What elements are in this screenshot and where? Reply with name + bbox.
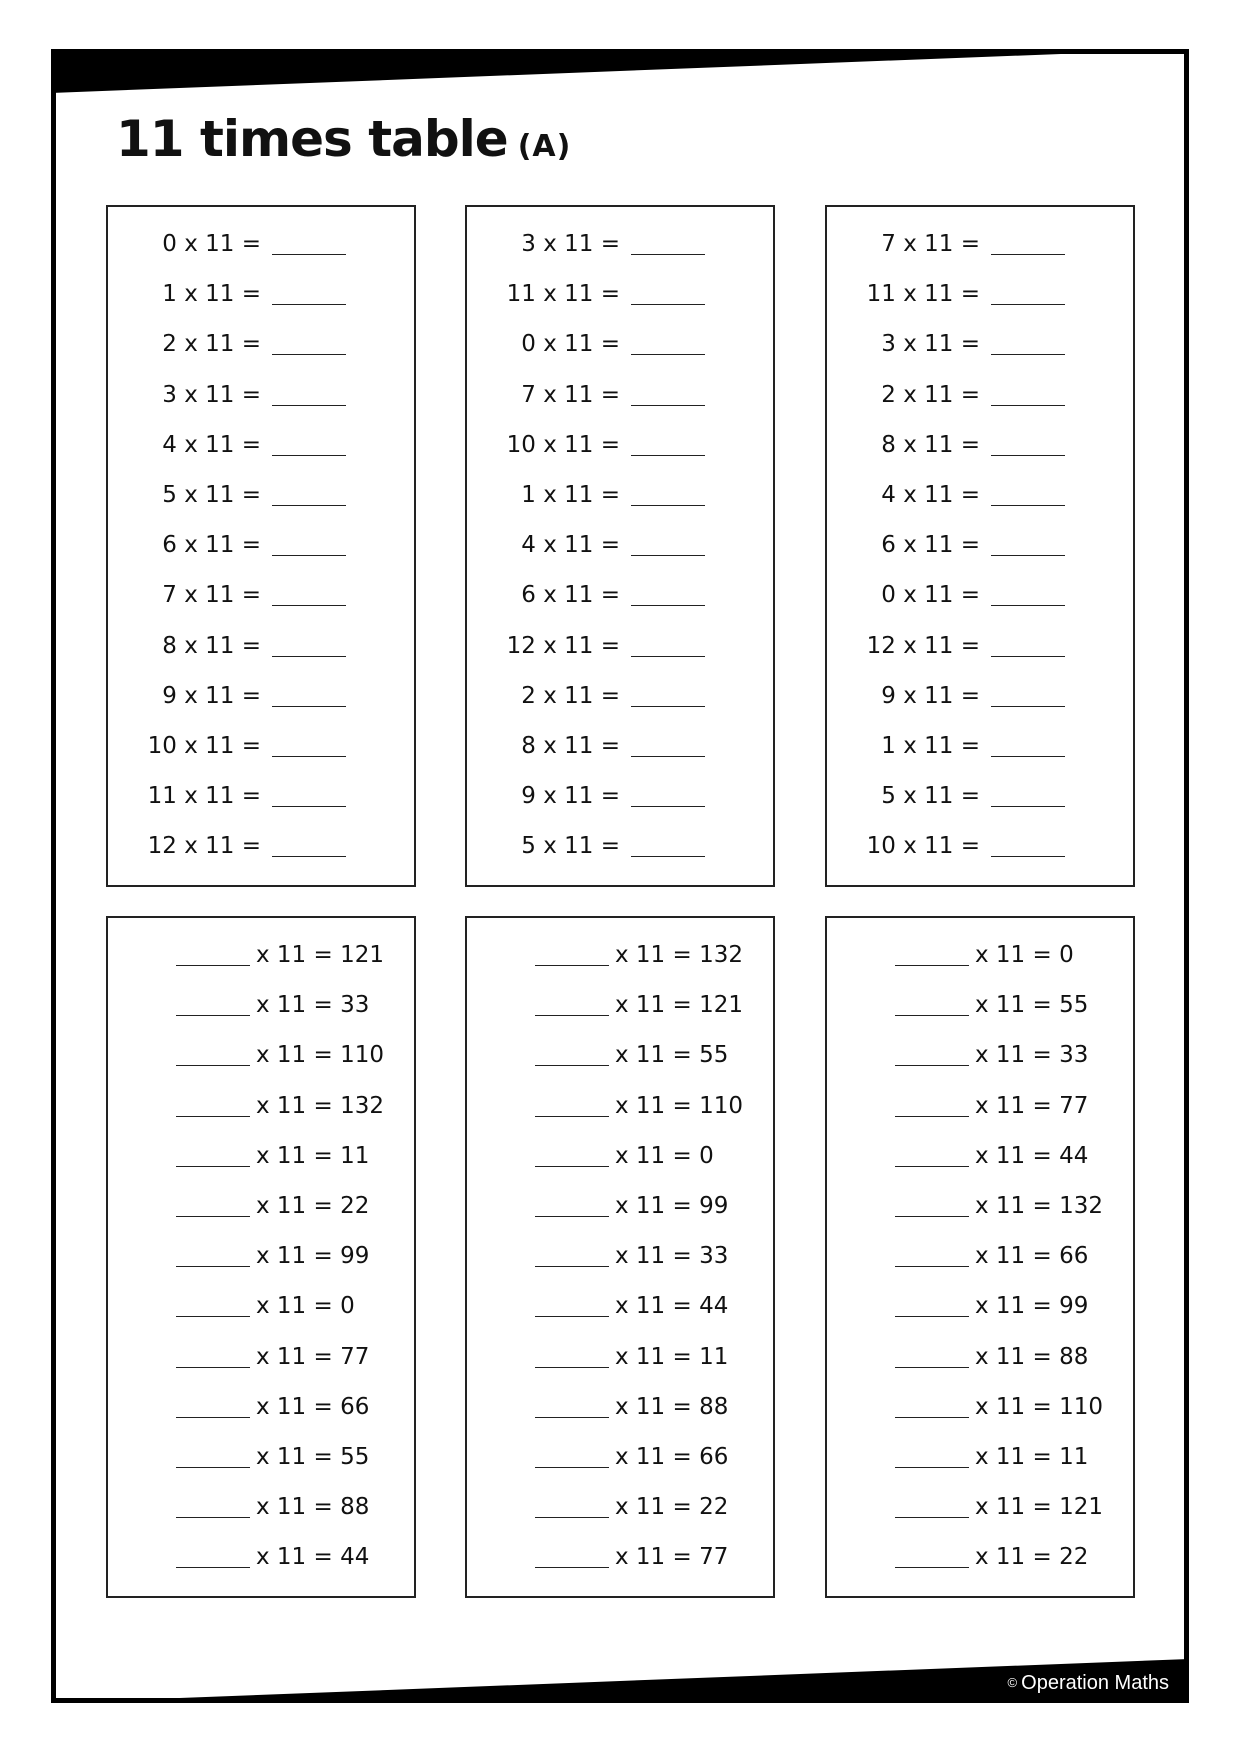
question-row: [467, 324, 773, 364]
question-row: [108, 324, 414, 364]
question-row: [467, 224, 773, 264]
answer-blank[interactable]: [535, 1517, 609, 1518]
question-text: x 11 = 121: [256, 942, 384, 968]
question-row: [467, 726, 773, 766]
question-text: 11 x 11 =: [506, 281, 620, 308]
question-row: [467, 1086, 773, 1126]
question-row: [827, 375, 1133, 415]
question-row: [467, 274, 773, 314]
answer-blank[interactable]: [991, 605, 1065, 606]
question-row: [108, 475, 414, 515]
answer-blank[interactable]: [176, 1266, 250, 1267]
answer-blank[interactable]: [535, 1417, 609, 1418]
question-text: x 11 = 110: [256, 1042, 384, 1069]
answer-blank[interactable]: [895, 1417, 969, 1418]
question-row: [108, 626, 414, 666]
question-row: [467, 525, 773, 565]
answer-blank[interactable]: [895, 1467, 969, 1468]
answer-blank[interactable]: [176, 1417, 250, 1418]
answer-blank[interactable]: [991, 706, 1065, 707]
answer-blank[interactable]: [991, 856, 1065, 857]
multiplication-box: [106, 205, 416, 887]
answer-blank[interactable]: [895, 1015, 969, 1016]
answer-blank[interactable]: [895, 1517, 969, 1518]
question-row: [827, 935, 1133, 975]
question-text: 1 x 11 =: [521, 482, 620, 508]
answer-blank[interactable]: [631, 555, 705, 556]
missing-factor-box: [825, 916, 1135, 1598]
answer-blank[interactable]: [176, 1015, 250, 1016]
question-text: 11 x 11 =: [147, 783, 261, 810]
question-text: x 11 = 22: [256, 1193, 370, 1219]
question-row: [108, 1136, 414, 1176]
question-text: 0 x 11 =: [162, 231, 261, 257]
multiplication-box: [825, 205, 1135, 887]
question-row: [827, 425, 1133, 465]
answer-blank[interactable]: [176, 1567, 250, 1568]
question-text: 6 x 11 =: [881, 532, 980, 559]
answer-blank[interactable]: [535, 1567, 609, 1568]
question-row: [108, 375, 414, 415]
answer-blank[interactable]: [176, 1116, 250, 1117]
question-row: [467, 985, 773, 1025]
answer-blank[interactable]: [176, 1216, 250, 1217]
question-text: x 11 = 132: [975, 1193, 1103, 1219]
question-row: [108, 1086, 414, 1126]
question-row: [108, 1286, 414, 1326]
question-text: x 11 = 99: [975, 1293, 1089, 1320]
question-row: [108, 224, 414, 264]
answer-blank[interactable]: [895, 1567, 969, 1568]
question-row: [467, 626, 773, 666]
question-row: [108, 274, 414, 314]
question-text: x 11 = 132: [615, 942, 743, 968]
question-row: [827, 224, 1133, 264]
question-row: [467, 1337, 773, 1377]
answer-blank[interactable]: [991, 455, 1065, 456]
question-text: x 11 = 11: [975, 1444, 1089, 1470]
question-row: [827, 575, 1133, 615]
answer-blank[interactable]: [895, 1316, 969, 1317]
question-row: [108, 676, 414, 716]
question-text: 0 x 11 =: [521, 331, 620, 358]
answer-blank[interactable]: [991, 756, 1065, 757]
answer-blank[interactable]: [631, 605, 705, 606]
question-text: x 11 = 33: [256, 992, 370, 1019]
answer-blank[interactable]: [895, 1367, 969, 1368]
question-text: x 11 = 77: [256, 1343, 370, 1370]
answer-blank[interactable]: [535, 1316, 609, 1317]
question-row: [467, 375, 773, 415]
answer-blank[interactable]: [535, 1116, 609, 1117]
question-row: [108, 1537, 414, 1577]
question-text: x 11 = 11: [615, 1343, 729, 1370]
question-text: x 11 = 77: [615, 1544, 729, 1571]
question-row: [827, 1186, 1133, 1226]
answer-blank[interactable]: [272, 455, 346, 456]
question-text: 7 x 11 =: [162, 582, 261, 609]
question-text: x 11 = 22: [615, 1494, 729, 1521]
question-row: [467, 676, 773, 716]
multiplication-box: [465, 205, 775, 887]
question-row: [827, 776, 1133, 816]
question-text: 10 x 11 =: [506, 431, 620, 458]
question-text: 0 x 11 =: [881, 582, 980, 609]
question-text: 3 x 11 =: [521, 231, 620, 257]
question-text: x 11 = 77: [975, 1092, 1089, 1119]
question-text: x 11 = 44: [975, 1142, 1089, 1169]
question-text: 2 x 11 =: [881, 381, 980, 408]
question-text: 7 x 11 =: [881, 231, 980, 257]
question-text: 9 x 11 =: [881, 682, 980, 709]
question-text: 2 x 11 =: [521, 682, 620, 709]
answer-blank[interactable]: [895, 1216, 969, 1217]
question-text: 8 x 11 =: [881, 431, 980, 458]
question-text: x 11 = 0: [975, 942, 1074, 968]
question-row: [467, 1437, 773, 1477]
footer-credit: [1008, 1672, 1169, 1695]
question-row: [108, 1236, 414, 1276]
missing-factor-box: [465, 916, 775, 1598]
question-row: [467, 935, 773, 975]
question-text: 10 x 11 =: [147, 733, 261, 759]
answer-blank[interactable]: [272, 856, 346, 857]
question-text: 12 x 11 =: [147, 833, 261, 860]
question-text: x 11 = 22: [975, 1544, 1089, 1571]
question-row: [467, 575, 773, 615]
question-row: [108, 1437, 414, 1477]
question-text: x 11 = 88: [615, 1393, 729, 1420]
question-row: [827, 1286, 1133, 1326]
question-text: x 11 = 44: [256, 1544, 370, 1571]
question-text: 10 x 11 =: [866, 833, 980, 860]
answer-blank[interactable]: [176, 1166, 250, 1167]
answer-blank[interactable]: [272, 555, 346, 556]
answer-blank[interactable]: [272, 605, 346, 606]
question-text: 3 x 11 =: [162, 381, 261, 408]
question-row: [827, 1136, 1133, 1176]
question-text: x 11 = 88: [256, 1494, 370, 1521]
question-text: 9 x 11 =: [162, 682, 261, 709]
question-text: x 11 = 33: [975, 1042, 1089, 1069]
answer-blank[interactable]: [631, 806, 705, 807]
question-text: x 11 = 55: [256, 1444, 370, 1470]
question-text: 9 x 11 =: [521, 783, 620, 810]
question-text: x 11 = 99: [256, 1243, 370, 1270]
question-text: x 11 = 0: [256, 1293, 355, 1320]
missing-factor-box: [106, 916, 416, 1598]
question-row: [827, 1537, 1133, 1577]
question-row: [827, 826, 1133, 866]
question-row: [467, 475, 773, 515]
answer-blank[interactable]: [535, 965, 609, 966]
answer-blank[interactable]: [631, 706, 705, 707]
question-row: [108, 935, 414, 975]
question-text: x 11 = 88: [975, 1343, 1089, 1370]
question-row: [827, 1236, 1133, 1276]
question-row: [827, 525, 1133, 565]
answer-blank[interactable]: [272, 806, 346, 807]
question-text: 7 x 11 =: [521, 381, 620, 408]
question-text: 1 x 11 =: [881, 733, 980, 759]
answer-blank[interactable]: [895, 1166, 969, 1167]
question-text: x 11 = 66: [975, 1243, 1089, 1270]
question-text: x 11 = 132: [256, 1092, 384, 1119]
question-row: [467, 1035, 773, 1075]
answer-blank[interactable]: [272, 756, 346, 757]
answer-blank[interactable]: [272, 706, 346, 707]
footer-text: Operation Maths: [1021, 1672, 1169, 1694]
question-row: [108, 1487, 414, 1527]
worksheet-title: [116, 110, 571, 168]
question-row: [108, 826, 414, 866]
answer-blank[interactable]: [991, 405, 1065, 406]
question-text: 12 x 11 =: [866, 632, 980, 659]
question-text: 12 x 11 =: [506, 632, 620, 659]
question-text: 6 x 11 =: [162, 532, 261, 559]
answer-blank[interactable]: [272, 656, 346, 657]
answer-blank[interactable]: [895, 1116, 969, 1117]
answer-blank[interactable]: [631, 254, 705, 255]
question-row: [827, 274, 1133, 314]
question-text: 5 x 11 =: [881, 783, 980, 810]
question-row: [827, 1035, 1133, 1075]
question-row: [108, 1387, 414, 1427]
answer-blank[interactable]: [535, 1065, 609, 1066]
question-text: x 11 = 55: [615, 1042, 729, 1069]
question-row: [827, 1387, 1133, 1427]
answer-blank[interactable]: [535, 1266, 609, 1267]
question-text: x 11 = 99: [615, 1193, 729, 1219]
answer-blank[interactable]: [991, 806, 1065, 807]
answer-blank[interactable]: [535, 1166, 609, 1167]
answer-blank[interactable]: [631, 756, 705, 757]
question-text: 6 x 11 =: [521, 582, 620, 609]
answer-blank[interactable]: [631, 505, 705, 506]
question-row: [108, 985, 414, 1025]
answer-blank[interactable]: [991, 354, 1065, 355]
question-text: x 11 = 0: [615, 1142, 714, 1169]
question-text: 2 x 11 =: [162, 331, 261, 358]
question-row: [108, 525, 414, 565]
question-row: [108, 1186, 414, 1226]
question-text: 4 x 11 =: [881, 482, 980, 508]
question-row: [827, 475, 1133, 515]
answer-blank[interactable]: [272, 254, 346, 255]
question-row: [827, 1437, 1133, 1477]
answer-blank[interactable]: [272, 304, 346, 305]
answer-blank[interactable]: [991, 656, 1065, 657]
question-text: 1 x 11 =: [162, 281, 261, 308]
answer-blank[interactable]: [991, 505, 1065, 506]
answer-blank[interactable]: [631, 405, 705, 406]
answer-blank[interactable]: [991, 304, 1065, 305]
answer-blank[interactable]: [535, 1367, 609, 1368]
question-row: [108, 776, 414, 816]
question-row: [467, 1236, 773, 1276]
question-row: [467, 826, 773, 866]
question-row: [467, 1487, 773, 1527]
answer-blank[interactable]: [272, 405, 346, 406]
question-text: x 11 = 66: [256, 1393, 370, 1420]
question-row: [467, 776, 773, 816]
question-text: 8 x 11 =: [521, 733, 620, 759]
question-text: x 11 = 121: [615, 992, 743, 1019]
question-text: 4 x 11 =: [162, 431, 261, 458]
question-text: x 11 = 55: [975, 992, 1089, 1019]
answer-blank[interactable]: [991, 254, 1065, 255]
question-text: 4 x 11 =: [521, 532, 620, 559]
question-text: 5 x 11 =: [162, 482, 261, 508]
answer-blank[interactable]: [631, 304, 705, 305]
answer-blank[interactable]: [176, 1467, 250, 1468]
question-text: x 11 = 11: [256, 1142, 370, 1169]
answer-blank[interactable]: [535, 1467, 609, 1468]
question-row: [467, 1186, 773, 1226]
question-row: [467, 1387, 773, 1427]
answer-blank[interactable]: [895, 1266, 969, 1267]
question-row: [467, 425, 773, 465]
question-row: [827, 626, 1133, 666]
question-row: [827, 726, 1133, 766]
question-row: [827, 324, 1133, 364]
question-row: [467, 1537, 773, 1577]
answer-blank[interactable]: [176, 1367, 250, 1368]
question-text: x 11 = 121: [975, 1494, 1103, 1521]
answer-blank[interactable]: [272, 505, 346, 506]
question-text: 5 x 11 =: [521, 833, 620, 860]
question-row: [827, 676, 1133, 716]
answer-blank[interactable]: [991, 555, 1065, 556]
question-row: [827, 1086, 1133, 1126]
question-text: 3 x 11 =: [881, 331, 980, 358]
top-decorative-band: [51, 49, 1189, 93]
title-text: 11 times table: [116, 110, 508, 168]
answer-blank[interactable]: [631, 856, 705, 857]
question-row: [108, 425, 414, 465]
question-row: [108, 1337, 414, 1377]
answer-blank[interactable]: [176, 1065, 250, 1066]
question-row: [108, 1035, 414, 1075]
answer-blank[interactable]: [176, 1517, 250, 1518]
answer-blank[interactable]: [272, 354, 346, 355]
question-row: [108, 726, 414, 766]
question-row: [467, 1286, 773, 1326]
answer-blank[interactable]: [631, 455, 705, 456]
copyright-icon: ©: [1007, 1675, 1018, 1690]
answer-blank[interactable]: [631, 656, 705, 657]
question-text: x 11 = 66: [615, 1444, 729, 1470]
answer-blank[interactable]: [176, 965, 250, 966]
answer-blank[interactable]: [535, 1015, 609, 1016]
question-row: [827, 985, 1133, 1025]
question-text: 11 x 11 =: [866, 281, 980, 308]
question-text: x 11 = 110: [975, 1393, 1103, 1420]
question-text: x 11 = 110: [615, 1092, 743, 1119]
question-row: [827, 1337, 1133, 1377]
question-row: [827, 1487, 1133, 1527]
answer-blank[interactable]: [631, 354, 705, 355]
answer-blank[interactable]: [535, 1216, 609, 1217]
question-row: [467, 1136, 773, 1176]
answer-blank[interactable]: [895, 1065, 969, 1066]
answer-blank[interactable]: [176, 1316, 250, 1317]
title-variant: (A): [517, 129, 572, 164]
question-text: x 11 = 33: [615, 1243, 729, 1270]
answer-blank[interactable]: [895, 965, 969, 966]
question-text: 8 x 11 =: [162, 632, 261, 659]
question-row: [108, 575, 414, 615]
question-text: x 11 = 44: [615, 1293, 729, 1320]
